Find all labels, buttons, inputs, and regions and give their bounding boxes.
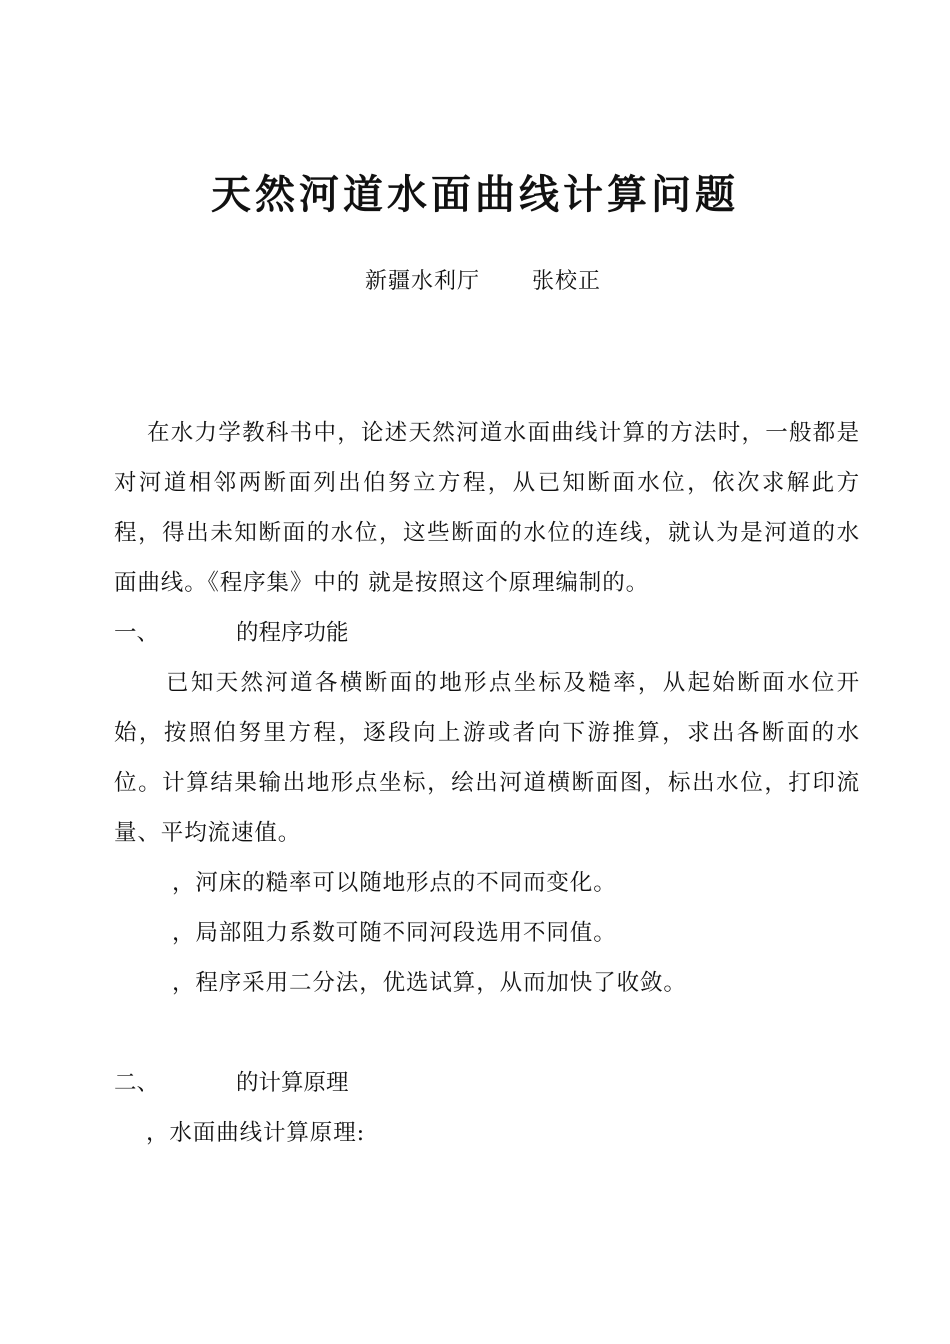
author-name: 张校正 [532,269,602,294]
document-title: 天然河道水面曲线计算问题 [211,172,739,218]
intro-paragraph: 在水力学教科书中，论述天然河道水面曲线计算的方法时，一般都是对河道相邻两断面列出伯努立方程，从已知断面水位，依次求解此方程，得出未知断面的水位，这些断面的水位的连线，就认为是河道的水面曲线。《程序集》中的 就是按照这个原理编制的。 [114,420,860,596]
section-1-number: 一、 [114,620,160,646]
section-1-paragraph: 已知天然河道各横断面的地形点坐标及糙率，从起始断面水位开始，按照伯努里方程，逐段向上游或者向下游推算，求出各断面的水位。计算结果输出地形点坐标，绘出河道横断面图，标出水位，打印流量、平均流速值。 [114,670,860,846]
feature-item: ，程序采用二分法，优选试算，从而加快了收敛。 [172,970,687,996]
section-2-number: 二、 [114,1070,160,1096]
section-2-sub-item: ，水面曲线计算原理: [146,1120,366,1146]
feature-item: ，局部阻力系数可随不同河段选用不同值。 [172,920,617,946]
author-organization: 新疆水利厅 [365,269,481,294]
section-2-title: 的计算原理 [236,1070,349,1096]
feature-item: ，河床的糙率可以随地形点的不同而变化。 [172,870,617,896]
section-2-heading [114,1058,349,1108]
section-1-title: 的程序功能 [236,620,349,646]
section-1-heading [114,608,349,658]
